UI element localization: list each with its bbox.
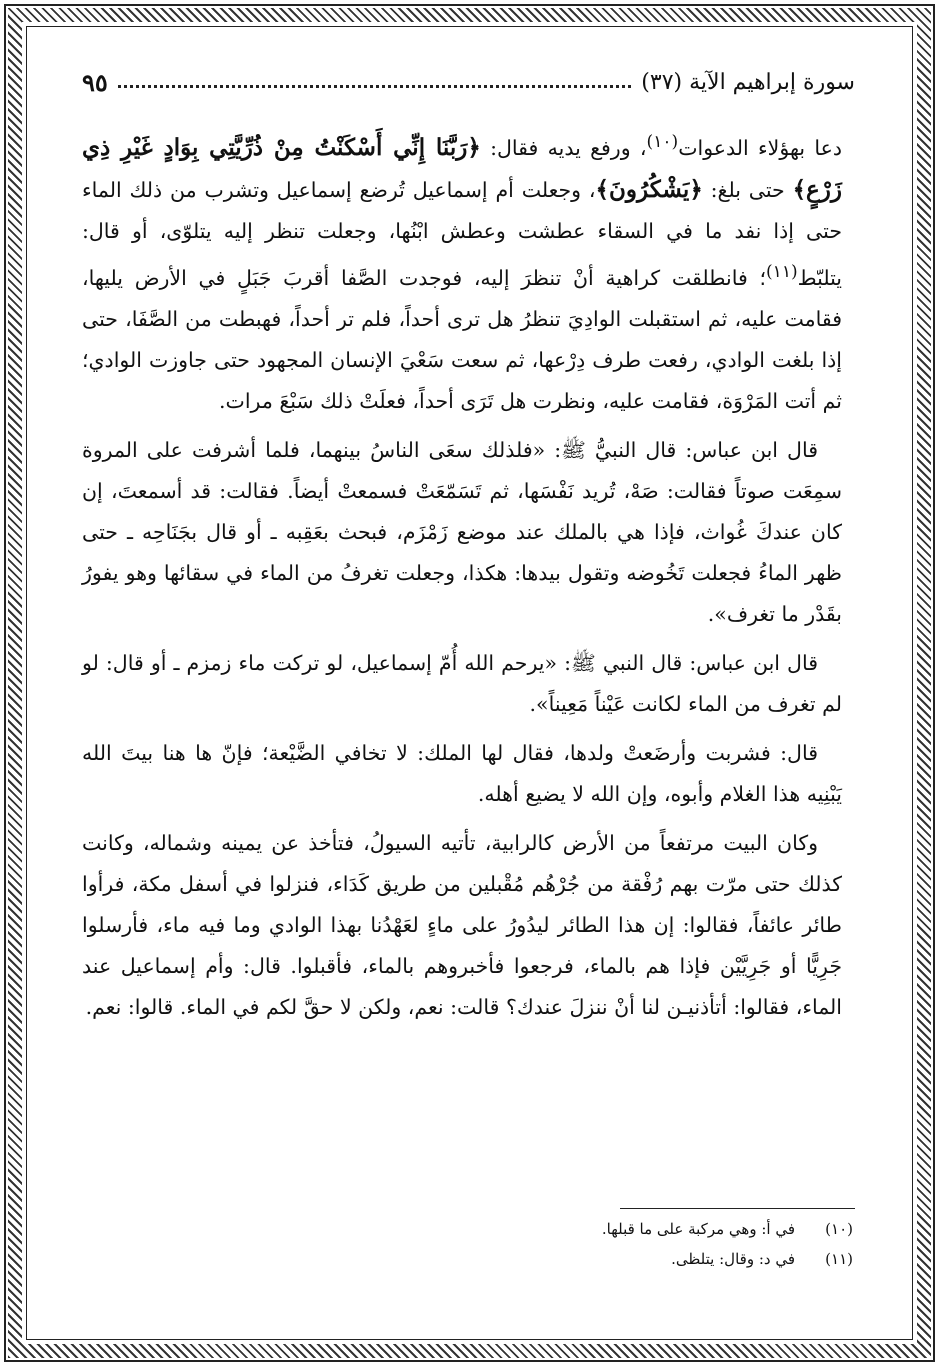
main-text bbox=[82, 122, 842, 1036]
quran-verse: ﴿يَشْكُرُونَ﴾ bbox=[595, 175, 703, 203]
paragraph-4: قال: فشربت وأرضَعتْ ولدها، فقال لها الملك: لا تخافي الضَّيْعة؛ فإنّ ها هنا بيتَ الله يَبْنِيه هذا الغلام وأبوه، وإن الله لا يضيع أهله. bbox=[82, 740, 842, 806]
paragraph-text: حتى بلغ: bbox=[702, 177, 793, 202]
paragraph-text: دعا بهؤلاء الدعوات bbox=[678, 135, 843, 160]
paragraph-text: ؛ فانطلقت كراهية أنْ تنظرَ إليه، فوجدت الصَّفا أقربَ جَبَلٍ في الأرض يليها، فقامت عليه، ثم استقبلت الوادِيَ تنظرُ هل ترى أحداً، فلم تر أحداً، فهبطت من الصَّفَا، حتى إذا بلغت الوادي، رفعت طرف دِرْعها، ثم سعت سَعْيَ الإنسان المجهود حتى جاوزت الوادي؛ ثم أتت المَرْوَة، فقامت عليه، ونظرت هل تَرَى أحداً، فعلَتْ ذلك سَبْعَ مرات. bbox=[82, 265, 842, 413]
header-leader-dots bbox=[118, 85, 632, 88]
paragraph-2: قال ابن عباس: قال النبيُّ ﷺ: «فلذلك سعَى الناسُ بينهما، فلما أشرفت على المروة سمِعَت صوتاً فقالت: صَهْ، تُريد نَفْسَها، ثم تَسَمّعَتْ فسمعتْ أيضاً. فقالت: قد أسمعتَ، إن كان عندكَ غُواث، فإذا هي بالملك عند موضع زَمْزَم، فبحث بعَقِبه ـ أو قال بجَنَاحِه ـ حتى ظهر الماءُ فجعلت تَخُوضه وتقول بيدها: هكذا، وجعلت تغرفُ من الماء في سقائها وهو يفورُ بقَدْر ما تغرف». bbox=[82, 437, 842, 626]
footnotes bbox=[253, 1214, 853, 1274]
quran-verse: ﴿رَبَّنَا إِنِّي أَسْكَنْتُ مِنْ ذُرِّيَّتِي بِوَادٍ غَيْرِ ذِي زَرْعٍ﴾ bbox=[82, 133, 842, 203]
paragraph-5: وكان البيت مرتفعاً من الأرض كالرابية، تأتيه السيولُ، فتأخذ عن يمينه وشماله، وكانت كذلك حتى مرّت بهم رُفْقة من جُرْهُم مُقْبلين من طريق كَدَاء، فنزلوا في أسفل مكة، فرأوا طائر عائفاً، فقالوا: إن هذا الطائر ليدُورُ على ماءٍ لعَهْدُنا بهذا الوادي وما فيه ماء، فأرسلوا جَرِيًّا أو جَرِيَّيْن فإذا هم بالماء، فرجعوا فأخبروهم بالماء، فأقبلوا. قال: وأم إسماعيل عند الماء، فقالوا: أتأذنيـن لنا أنْ ننزلَ عندك؟ قالت: نعم، ولكن لا حقَّ لكم في الماء. قالوا: نعم. bbox=[82, 830, 842, 1019]
paragraph-3: قال ابن عباس: قال النبي ﷺ: «يرحم الله أُمّ إسماعيل، لو تركت ماء زمزم ـ أو قال: لو لم تغرف من الماء لكانت عَيْناً مَعِيناً». bbox=[82, 650, 842, 716]
footnote-separator bbox=[620, 1208, 855, 1209]
footnote-11 bbox=[253, 1244, 853, 1274]
footnote-number: (١٠) bbox=[825, 1220, 853, 1238]
footnote-10 bbox=[253, 1214, 853, 1244]
running-title: سورة إبراهيم الآية (٣٧) bbox=[641, 69, 855, 95]
page-number: ٩٥ bbox=[82, 67, 108, 97]
paragraph-text: ، ورفع يديه فقال: bbox=[480, 135, 647, 160]
footnote-ref: (١٠) bbox=[646, 132, 679, 152]
footnote-text: في أ: وهي مركبة على ما قبلها. bbox=[601, 1220, 795, 1238]
footnote-ref: (١١) bbox=[765, 261, 798, 282]
paragraph-1 bbox=[82, 122, 842, 422]
footnote-text: في د: وقال: يتلظى. bbox=[671, 1250, 795, 1268]
paragraph-text: ، وجعلت أم إسماعيل تُرضع إسماعيل وتشرب من ذلك الماء حتى إذا نفد ما في السقاء عطشت وعطش ابْنُها، وجعلت تنظر إليه يتلوّى، أو قال: يتلبّط bbox=[82, 177, 842, 290]
footnote-number: (١١) bbox=[825, 1250, 853, 1268]
running-header bbox=[82, 62, 855, 102]
